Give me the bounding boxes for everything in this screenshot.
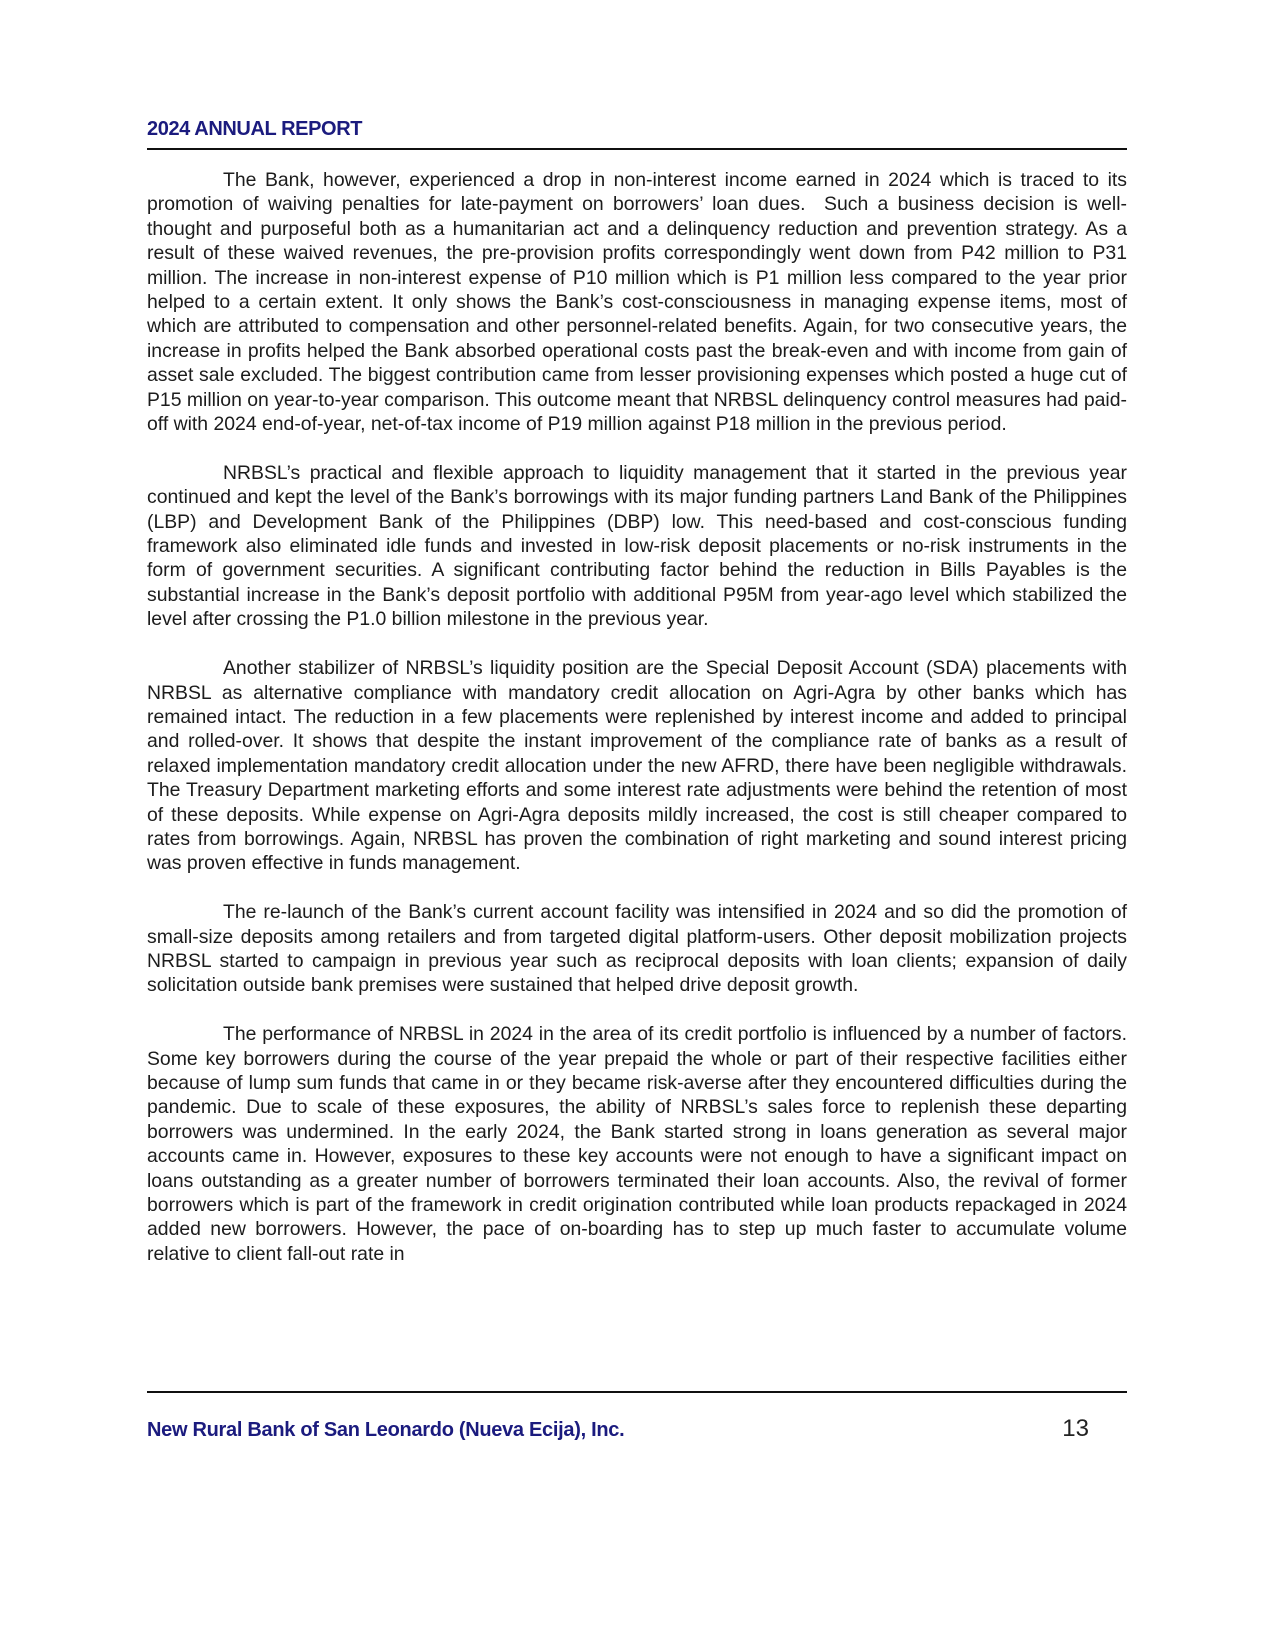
body-paragraph-4: The re-launch of the Bank’s current account facility was intensified in 2024 and so did the promotion of small-size deposits among retailers and from targeted digital platform-users. Other deposit mobilization projects NRBSL started to campaign in previous year such as reciprocal deposits with loan clients; expansion of daily solicitation outside bank premises were sustained that helped drive deposit growth. <box>147 901 1127 997</box>
page-footer <box>147 1391 1127 1443</box>
body-paragraph-1: The Bank, however, experienced a drop in non-interest income earned in 2024 which is traced to its promotion of waiving penalties for late-payment on borrowers’ loan dues. Such a business decision is well-thought and purposeful both as a humanitarian act and a delinquency reduction and prevention strategy. As a result of these waived revenues, the pre-provision profits correspondingly went down from P42 million to P31 million. The increase in non-interest expense of P10 million which is P1 million less compared to the year prior helped to a certain extent. It only shows the Bank’s cost-consciousness in managing expense items, most of which are attributed to compensation and other personnel-related benefits. Again, for two consecutive years, the increase in profits helped the Bank absorbed operational costs past the break-even and with income from gain of asset sale excluded. The biggest contribution came from lesser provisioning expenses which posted a huge cut of P15 million on year-to-year comparison. This outcome meant that NRBSL delinquency control measures had paid-off with 2024 end-of-year, net-of-tax income of P19 million against P18 million in the previous period. <box>147 169 1127 436</box>
footer-rule <box>147 1391 1127 1393</box>
page-number: 13 <box>1062 1415 1089 1442</box>
footer-bank-name: New Rural Bank of San Leonardo (Nueva Ecija), Inc. <box>147 1419 625 1441</box>
page-header <box>147 116 1127 150</box>
report-header-title: 2024 ANNUAL REPORT <box>147 118 363 140</box>
document-body <box>147 168 1127 1291</box>
header-rule <box>147 148 1127 150</box>
body-paragraph-3: Another stabilizer of NRBSL’s liquidity position are the Special Deposit Account (SDA) placements with NRBSL as alternative compliance with mandatory credit allocation on Agri-Agra by other banks which has remained intact. The reduction in a few placements were replenished by interest income and added to principal and rolled-over. It shows that despite the instant improvement of the compliance rate of banks as a result of relaxed implementation mandatory credit allocation under the new AFRD, there have been negligible withdrawals. The Treasury Department marketing efforts and some interest rate adjustments were behind the retention of most of these deposits. While expense on Agri-Agra deposits mildly increased, the cost is still cheaper compared to rates from borrowings. Again, NRBSL has proven the combination of right marketing and sound interest pricing was proven effective in funds management. <box>147 657 1127 875</box>
footer-row <box>147 1415 1127 1443</box>
body-paragraph-5: The performance of NRBSL in 2024 in the area of its credit portfolio is influenced by a number of factors. Some key borrowers during the course of the year prepaid the whole or part of their respective facilities either because of lump sum funds that came in or they became risk-averse after they encountered difficulties during the pandemic. Due to scale of these exposures, the ability of NRBSL’s sales force to replenish these departing borrowers was undermined. In the early 2024, the Bank started strong in loans generation as several major accounts came in. However, exposures to these key accounts were not enough to have a significant impact on loans outstanding as a greater number of borrowers terminated their loan accounts. Also, the revival of former borrowers which is part of the framework in credit origination contributed while loan products repackaged in 2024 added new borrowers. However, the pace of on-boarding has to step up much faster to accumulate volume relative to client fall-out rate in <box>147 1023 1127 1265</box>
body-paragraph-2: NRBSL’s practical and flexible approach to liquidity management that it started in the previous year continued and kept the level of the Bank’s borrowings with its major funding partners Land Bank of the Philippines (LBP) and Development Bank of the Philippines (DBP) low. This need-based and cost-conscious funding framework also eliminated idle funds and invested in low-risk deposit placements or no-risk instruments in the form of government securities. A significant contributing factor behind the reduction in Bills Payables is the substantial increase in the Bank’s deposit portfolio with additional P95M from year-ago level which stabilized the level after crossing the P1.0 billion milestone in the previous year. <box>147 461 1127 631</box>
